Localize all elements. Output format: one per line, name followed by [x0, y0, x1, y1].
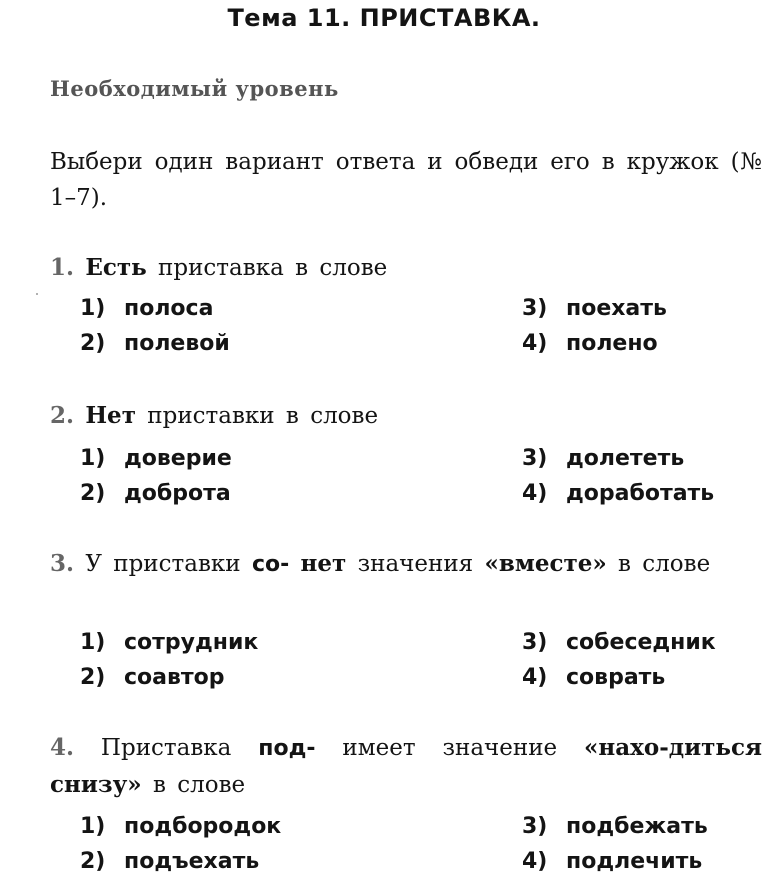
option-word: полевой — [124, 331, 230, 356]
question-number: 1. — [50, 254, 75, 281]
option-word: поехать — [566, 296, 667, 321]
question-4-text — [50, 730, 762, 803]
option-word: подбежать — [566, 814, 708, 839]
option-word: сотрудник — [124, 630, 259, 655]
question-text-part: приставки в слове — [135, 403, 379, 429]
option-word: долететь — [566, 446, 685, 471]
question-text-part: Приставка — [74, 735, 259, 761]
option-word: полоса — [124, 296, 214, 321]
question-text-part — [289, 551, 300, 577]
option-item[interactable] — [80, 331, 230, 356]
option-item[interactable] — [522, 849, 702, 874]
option-item[interactable] — [80, 296, 213, 321]
option-number: 4) — [522, 849, 548, 874]
question-text-part: в слове — [606, 551, 711, 577]
question-2-text — [50, 398, 762, 434]
option-number: 3) — [522, 814, 548, 839]
option-word: доработать — [566, 481, 715, 506]
question-keyword: Нет — [85, 402, 136, 429]
option-number: 3) — [522, 630, 548, 655]
option-word: доброта — [124, 481, 231, 506]
option-word: соврать — [566, 665, 666, 690]
option-number: 1) — [80, 446, 106, 471]
question-keyword: нет — [300, 550, 347, 577]
question-number: 2. — [50, 402, 75, 429]
question-text-part: имеет значение — [315, 735, 585, 761]
question-meaning: «нахо-диться снизу» — [50, 734, 762, 798]
question-text-part: У приставки — [74, 551, 252, 577]
option-number: 4) — [522, 665, 548, 690]
level-heading: Необходимый уровень — [50, 76, 339, 101]
option-item[interactable] — [522, 665, 665, 690]
option-item[interactable] — [522, 331, 658, 356]
question-text-part: в слове — [141, 772, 246, 798]
option-number: 2) — [80, 331, 106, 356]
option-item[interactable] — [522, 814, 708, 839]
option-number: 4) — [522, 331, 548, 356]
option-item[interactable] — [522, 481, 714, 506]
question-1-text — [50, 250, 762, 286]
option-word: соавтор — [124, 665, 225, 690]
option-number: 1) — [80, 814, 106, 839]
option-item[interactable] — [80, 630, 258, 655]
scan-speck — [36, 293, 38, 295]
option-word: подбородок — [124, 814, 282, 839]
option-word: собеседник — [566, 630, 716, 655]
question-keyword: Есть — [85, 254, 147, 281]
option-item[interactable] — [80, 849, 259, 874]
option-word: доверие — [124, 446, 232, 471]
option-number: 2) — [80, 849, 106, 874]
option-item[interactable] — [80, 446, 232, 471]
question-text-part: значения — [346, 551, 485, 577]
option-item[interactable] — [80, 665, 225, 690]
option-number: 1) — [80, 296, 106, 321]
option-number: 2) — [80, 481, 106, 506]
option-word: полено — [566, 331, 658, 356]
page-title: Тема 11. ПРИСТАВКА. — [227, 4, 541, 32]
option-word: подлечить — [566, 849, 703, 874]
instruction-text: Выбери один вариант ответа и обведи его в кружок (№ 1–7). — [50, 149, 762, 211]
option-item[interactable] — [80, 814, 281, 839]
option-item[interactable] — [522, 296, 667, 321]
option-word: подъехать — [124, 849, 260, 874]
option-number: 3) — [522, 446, 548, 471]
option-number: 3) — [522, 296, 548, 321]
option-number: 2) — [80, 665, 106, 690]
option-item[interactable] — [522, 630, 716, 655]
question-prefix: со- — [251, 552, 290, 577]
option-number: 1) — [80, 630, 106, 655]
question-prefix: под- — [258, 736, 316, 761]
question-meaning: «вместе» — [484, 550, 607, 577]
question-text-part: приставка в слове — [146, 255, 388, 281]
question-3-text — [50, 546, 762, 583]
option-item[interactable] — [522, 446, 684, 471]
question-number: 3. — [50, 550, 75, 577]
option-item[interactable] — [80, 481, 231, 506]
option-number: 4) — [522, 481, 548, 506]
question-number: 4. — [50, 734, 75, 761]
